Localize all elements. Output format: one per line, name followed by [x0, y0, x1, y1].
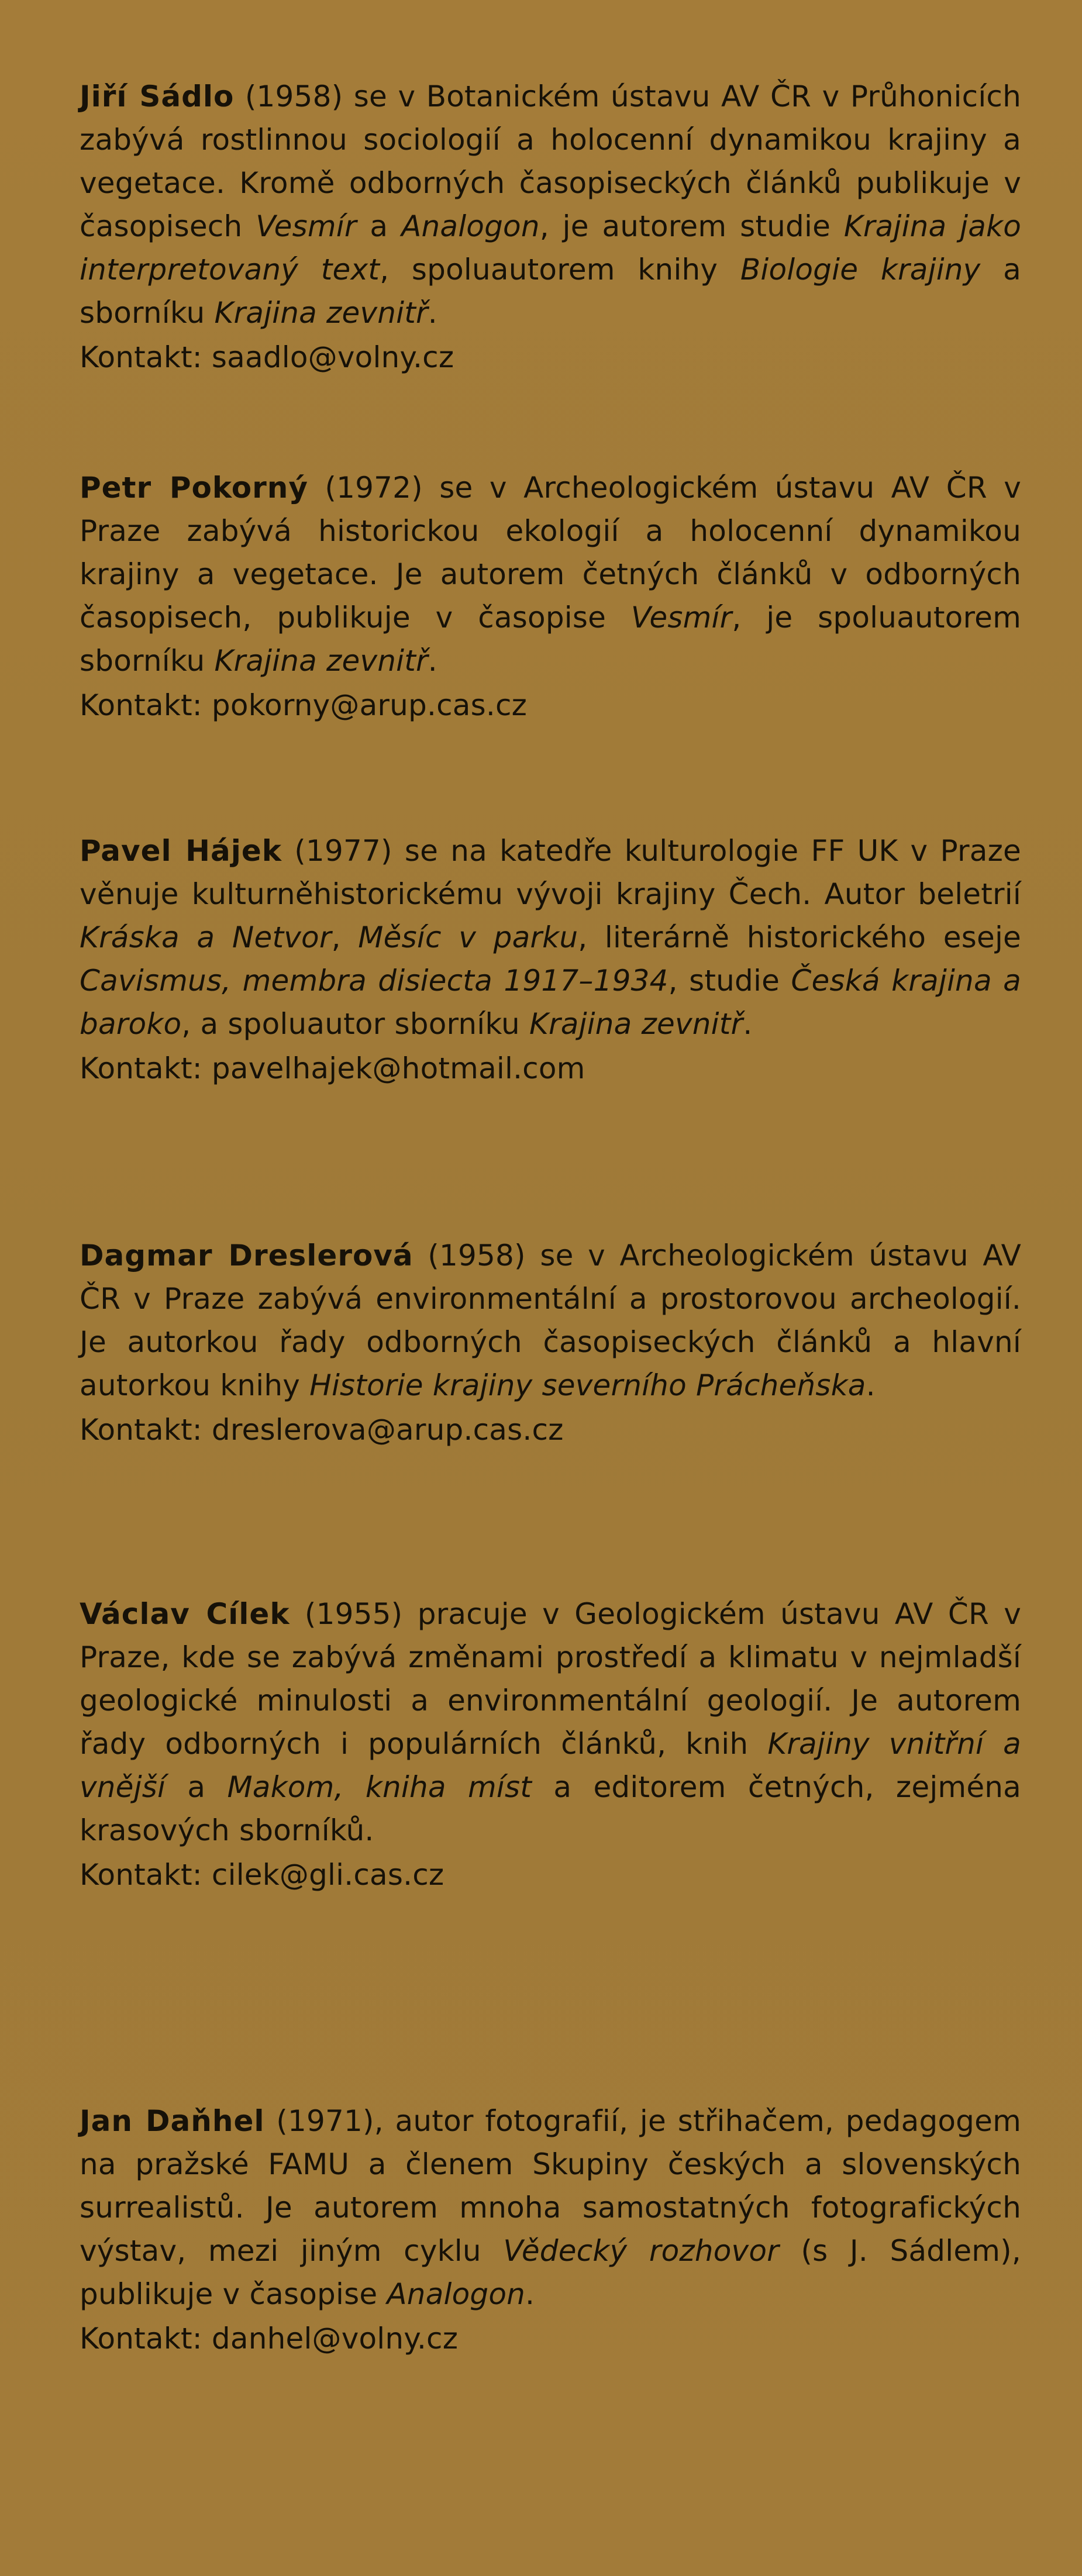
bio-dagmar-dreslerova [80, 1234, 1021, 1451]
bio-text-segment: , literárně historického eseje [578, 920, 1022, 954]
bio-text-segment: , studie [668, 964, 791, 998]
italic-title-text: Měsíc v parku [358, 920, 578, 954]
bio-text-segment: (1958) se v Archeologickém ústavu AV ČR v Praze zabývá environmentální a prostorovou archeologií. Je autorkou řady odborných časopiseckých článků a hlavní autorkou knihy [80, 1239, 1021, 1402]
bio-text [80, 1234, 1021, 1451]
italic-title-text: Vědecký rozhovor [503, 2234, 779, 2268]
bio-jan-danhel [80, 2099, 1021, 2360]
contact-line: Kontakt: pokorny@arup.cas.cz [80, 688, 528, 722]
italic-title-text: Vesmír [630, 601, 732, 634]
contact-line: Kontakt: saadlo@volny.cz [80, 340, 454, 374]
italic-title-text: Kráska a Netvor [80, 920, 332, 954]
contact-line: Kontakt: pavelhajek@hotmail.com [80, 1051, 585, 1085]
bio-text-segment: , spoluautorem knihy [380, 253, 740, 287]
italic-title-text: Česká krajina a baroko [80, 964, 1021, 1041]
italic-title-text: Krajina zevnitř [214, 644, 428, 678]
italic-title-text: Cavismus, membra disiecta 1917–1934 [80, 964, 669, 998]
italic-title-text: Makom, kniha míst [227, 1770, 532, 1804]
bio-description [80, 1597, 1021, 1847]
bio-text-segment: , [331, 920, 359, 954]
author-name: Petr Pokorný [80, 471, 308, 505]
bio-pavel-hajek [80, 829, 1021, 1090]
italic-title-text: Krajina zevnitř [214, 296, 428, 330]
bio-jiri-sadlo [80, 75, 1021, 379]
contact-line: Kontakt: danhel@volny.cz [80, 2322, 459, 2356]
bio-text-segment: a sborníku [80, 253, 1021, 330]
italic-title-text: Krajina jako interpretovaný text [80, 209, 1021, 287]
italic-title-text: Historie krajiny severního Prácheňska [309, 1368, 866, 1402]
bio-text-segment: (1971), autor fotografií, je střihačem, pedagogem na pražské FAMU a členem Skupiny českých a slovenských surrealistů. Je autorem mnoha samostatných fotografických výstav, mezi jiným cyklu [80, 2104, 1021, 2268]
bio-text-segment: a [166, 1770, 228, 1804]
italic-title-text: Biologie krajiny [740, 253, 981, 287]
bio-text [80, 1592, 1021, 1896]
author-name: Jan Daňhel [80, 2104, 265, 2138]
bio-description [80, 80, 1021, 330]
bio-text-segment: a [356, 209, 402, 243]
bio-text [80, 2099, 1021, 2360]
bio-text-segment: (1972) se v Archeologickém ústavu AV ČR v Praze zabývá historickou ekologií a holocenní dynamikou krajiny a vegetace. Je autorem četných článků v odborných časopisech, publikuje v časopise [80, 471, 1021, 634]
bio-text [80, 75, 1021, 379]
bio-text-segment: (1958) se v Botanickém ústavu AV ČR v Průhonicích zabývá rostlinnou sociologií a holocenní dynamikou krajiny a vegetace. Kromě odborných časopiseckých článků publikuje v časopisech [80, 80, 1021, 243]
bio-text-segment: . [428, 644, 437, 678]
bio-text-segment: . [743, 1007, 753, 1041]
author-name: Václav Cílek [80, 1597, 290, 1631]
italic-title-text: Analogon [401, 209, 540, 243]
author-name: Jiří Sádlo [80, 80, 235, 113]
author-name: Dagmar Dreslerová [80, 1239, 413, 1273]
contact-line: Kontakt: dreslerova@arup.cas.cz [80, 1413, 564, 1447]
bio-text-segment: (1977) se na katedře kulturologie FF UK v Praze věnuje kulturněhistorickému vývoji krajiny Čech. Autor beletrií [80, 834, 1021, 911]
italic-title-text: Analogon [387, 2277, 526, 2311]
bio-text-segment: . [525, 2277, 535, 2311]
bio-text [80, 829, 1021, 1090]
bio-text-segment: , je spoluautorem sborníku [80, 601, 1021, 678]
bio-text-segment: , je autorem studie [539, 209, 844, 243]
bio-petr-pokorny [80, 466, 1021, 727]
bio-text-segment: , a spoluautor sborníku [181, 1007, 529, 1041]
bio-vaclav-cilek [80, 1592, 1021, 1896]
italic-title-text: Krajiny vnitřní a vnější [80, 1727, 1021, 1804]
bio-text-segment: . [428, 296, 437, 330]
bio-text-segment: . [866, 1368, 876, 1402]
author-name: Pavel Hájek [80, 834, 282, 868]
bio-text-segment: (1955) pracuje v Geologickém ústavu AV ČR v Praze, kde se zabývá změnami prostředí a klimatu v nejmladší geologické minulosti a environmentální geologií. Je autorem řady odborných i populárních článků, knih [80, 1597, 1022, 1761]
contact-line: Kontakt: cilek@gli.cas.cz [80, 1858, 444, 1892]
italic-title-text: Vesmír [256, 209, 357, 243]
bio-text-segment: a editorem četných, zejména krasových sborníků. [80, 1770, 1022, 1847]
bio-text [80, 466, 1021, 727]
bio-text-segment: (s J. Sádlem), publikuje v časopise [80, 2234, 1021, 2311]
italic-title-text: Krajina zevnitř [529, 1007, 743, 1041]
